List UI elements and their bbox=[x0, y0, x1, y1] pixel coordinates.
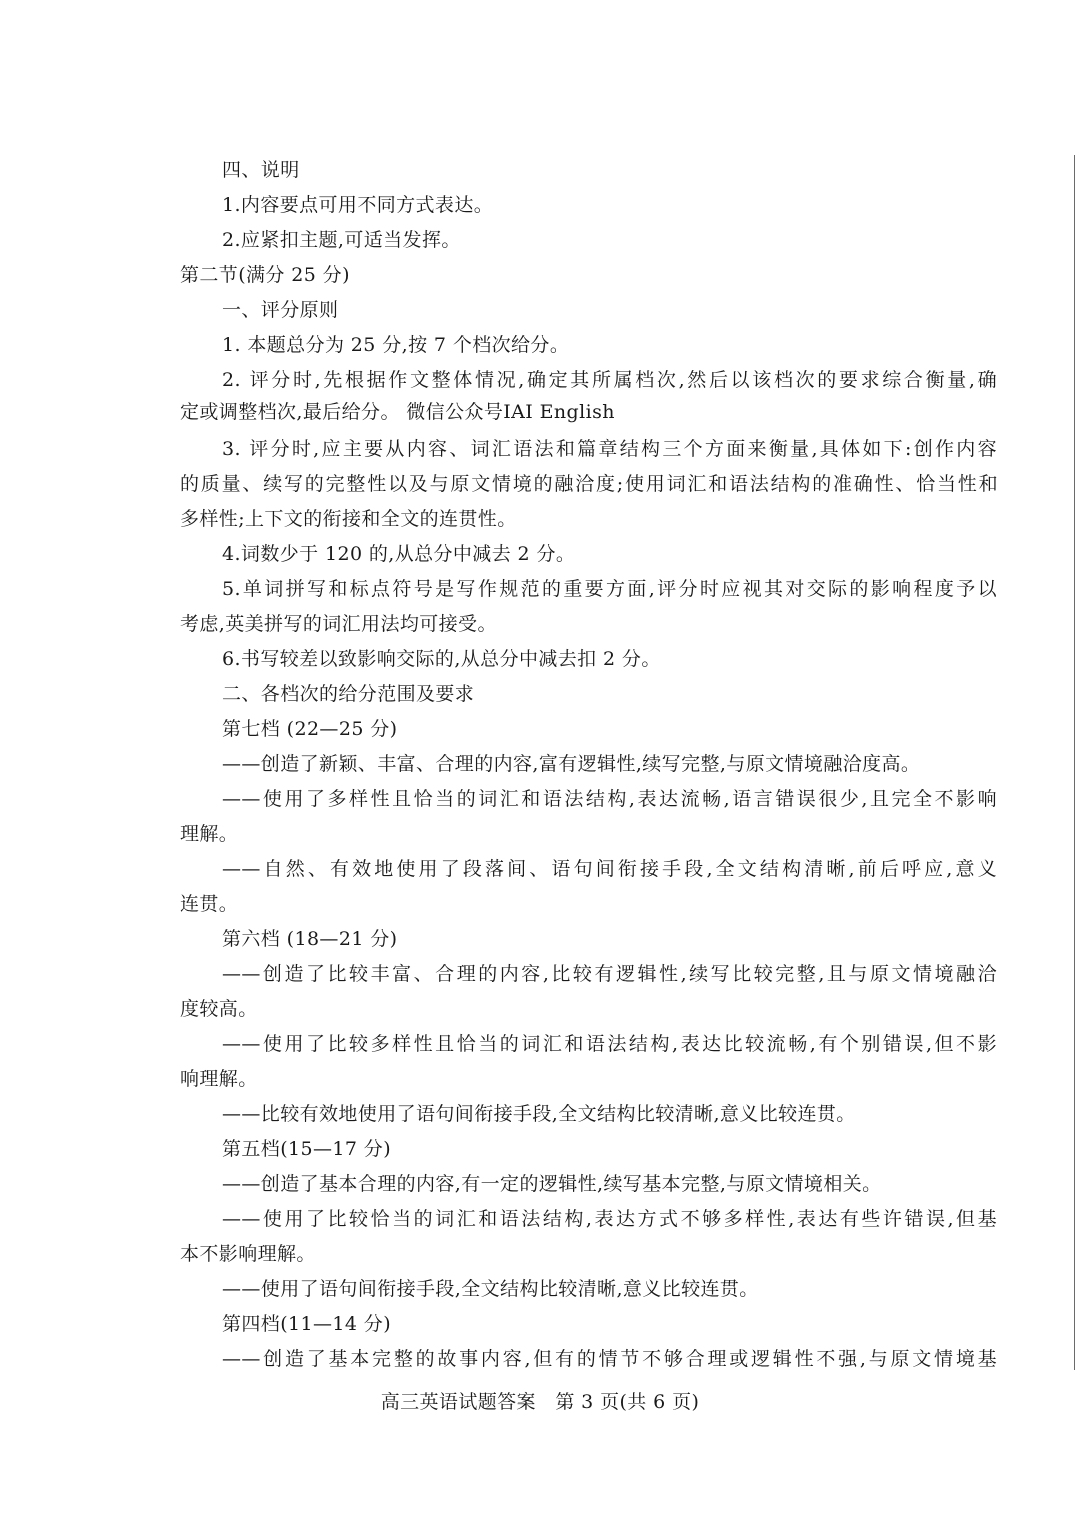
page-footer: 高三英语试题答案 第 3 页(共 6 页) bbox=[380, 1391, 700, 1413]
text-line: ——创造了基本合理的内容,有一定的逻辑性,续写基本完整,与原文情境相关。 bbox=[222, 1173, 882, 1195]
text-line: 2. 评分时,先根据作文整体情况,确定其所属档次,然后以该档次的要求综合衡量,确 bbox=[222, 369, 997, 391]
text-line: 多样性;上下文的衔接和全文的连贯性。 bbox=[180, 508, 517, 530]
text-line: 6.书写较差以致影响交际的,从总分中减去扣 2 分。 bbox=[222, 648, 661, 670]
text-line: 二、各档次的给分范围及要求 bbox=[222, 683, 475, 705]
text-line: 第七档 (22—25 分) bbox=[222, 718, 398, 740]
text-line: 2.应紧扣主题,可适当发挥。 bbox=[222, 229, 461, 251]
text-line: 理解。 bbox=[180, 823, 239, 845]
text-line: 本不影响理解。 bbox=[180, 1243, 316, 1265]
text-line: 1. 本题总分为 25 分,按 7 个档次给分。 bbox=[222, 334, 570, 356]
text-line: 第四档(11—14 分) bbox=[222, 1313, 392, 1335]
text-line: 3. 评分时,应主要从内容、词汇语法和篇章结构三个方面来衡量,具体如下:创作内容 bbox=[222, 438, 997, 460]
text-line: ——创造了比较丰富、合理的内容,比较有逻辑性,续写比较完整,且与原文情境融洽 bbox=[222, 963, 997, 985]
text-line: ——比较有效地使用了语句间衔接手段,全文结构比较清晰,意义比较连贯。 bbox=[222, 1103, 856, 1125]
text-line: 四、说明 bbox=[222, 159, 300, 181]
text-line: 度较高。 bbox=[180, 998, 258, 1020]
text-line: 1.内容要点可用不同方式表达。 bbox=[222, 194, 494, 216]
text-line: ——使用了多样性且恰当的词汇和语法结构,表达流畅,语言错误很少,且完全不影响 bbox=[222, 788, 997, 810]
text-line: 的质量、续写的完整性以及与原文情境的融洽度;使用词汇和语法结构的准确性、恰当性和 bbox=[180, 473, 998, 495]
text-line: ——自然、有效地使用了段落间、语句间衔接手段,全文结构清晰,前后呼应,意义 bbox=[222, 858, 997, 880]
text-line: ——使用了语句间衔接手段,全文结构比较清晰,意义比较连贯。 bbox=[222, 1278, 759, 1300]
text-line: 4.词数少于 120 的,从总分中减去 2 分。 bbox=[222, 543, 576, 565]
text-line: 响理解。 bbox=[180, 1068, 258, 1090]
text-line: 一、评分原则 bbox=[222, 299, 339, 321]
text-line: ——使用了比较多样性且恰当的词汇和语法结构,表达比较流畅,有个别错误,但不影 bbox=[222, 1033, 997, 1055]
text-line: 定或调整档次,最后给分。 微信公众号IAI English bbox=[180, 401, 615, 423]
text-line: 第五档(15—17 分) bbox=[222, 1138, 392, 1160]
text-line: ——创造了基本完整的故事内容,但有的情节不够合理或逻辑性不强,与原文情境基 bbox=[222, 1348, 997, 1370]
text-line: 第二节(满分 25 分) bbox=[180, 264, 350, 286]
text-line: ——使用了比较恰当的词汇和语法结构,表达方式不够多样性,表达有些许错误,但基 bbox=[222, 1208, 997, 1230]
text-line: 第六档 (18—21 分) bbox=[222, 928, 398, 950]
text-line: 连贯。 bbox=[180, 893, 239, 915]
page-edge-rule bbox=[1074, 155, 1075, 1370]
text-line: 5.单词拼写和标点符号是写作规范的重要方面,评分时应视其对交际的影响程度予以 bbox=[222, 578, 997, 600]
text-line: ——创造了新颖、丰富、合理的内容,富有逻辑性,续写完整,与原文情境融洽度高。 bbox=[222, 753, 921, 775]
text-line: 考虑,英美拼写的词汇用法均可接受。 bbox=[180, 613, 497, 635]
